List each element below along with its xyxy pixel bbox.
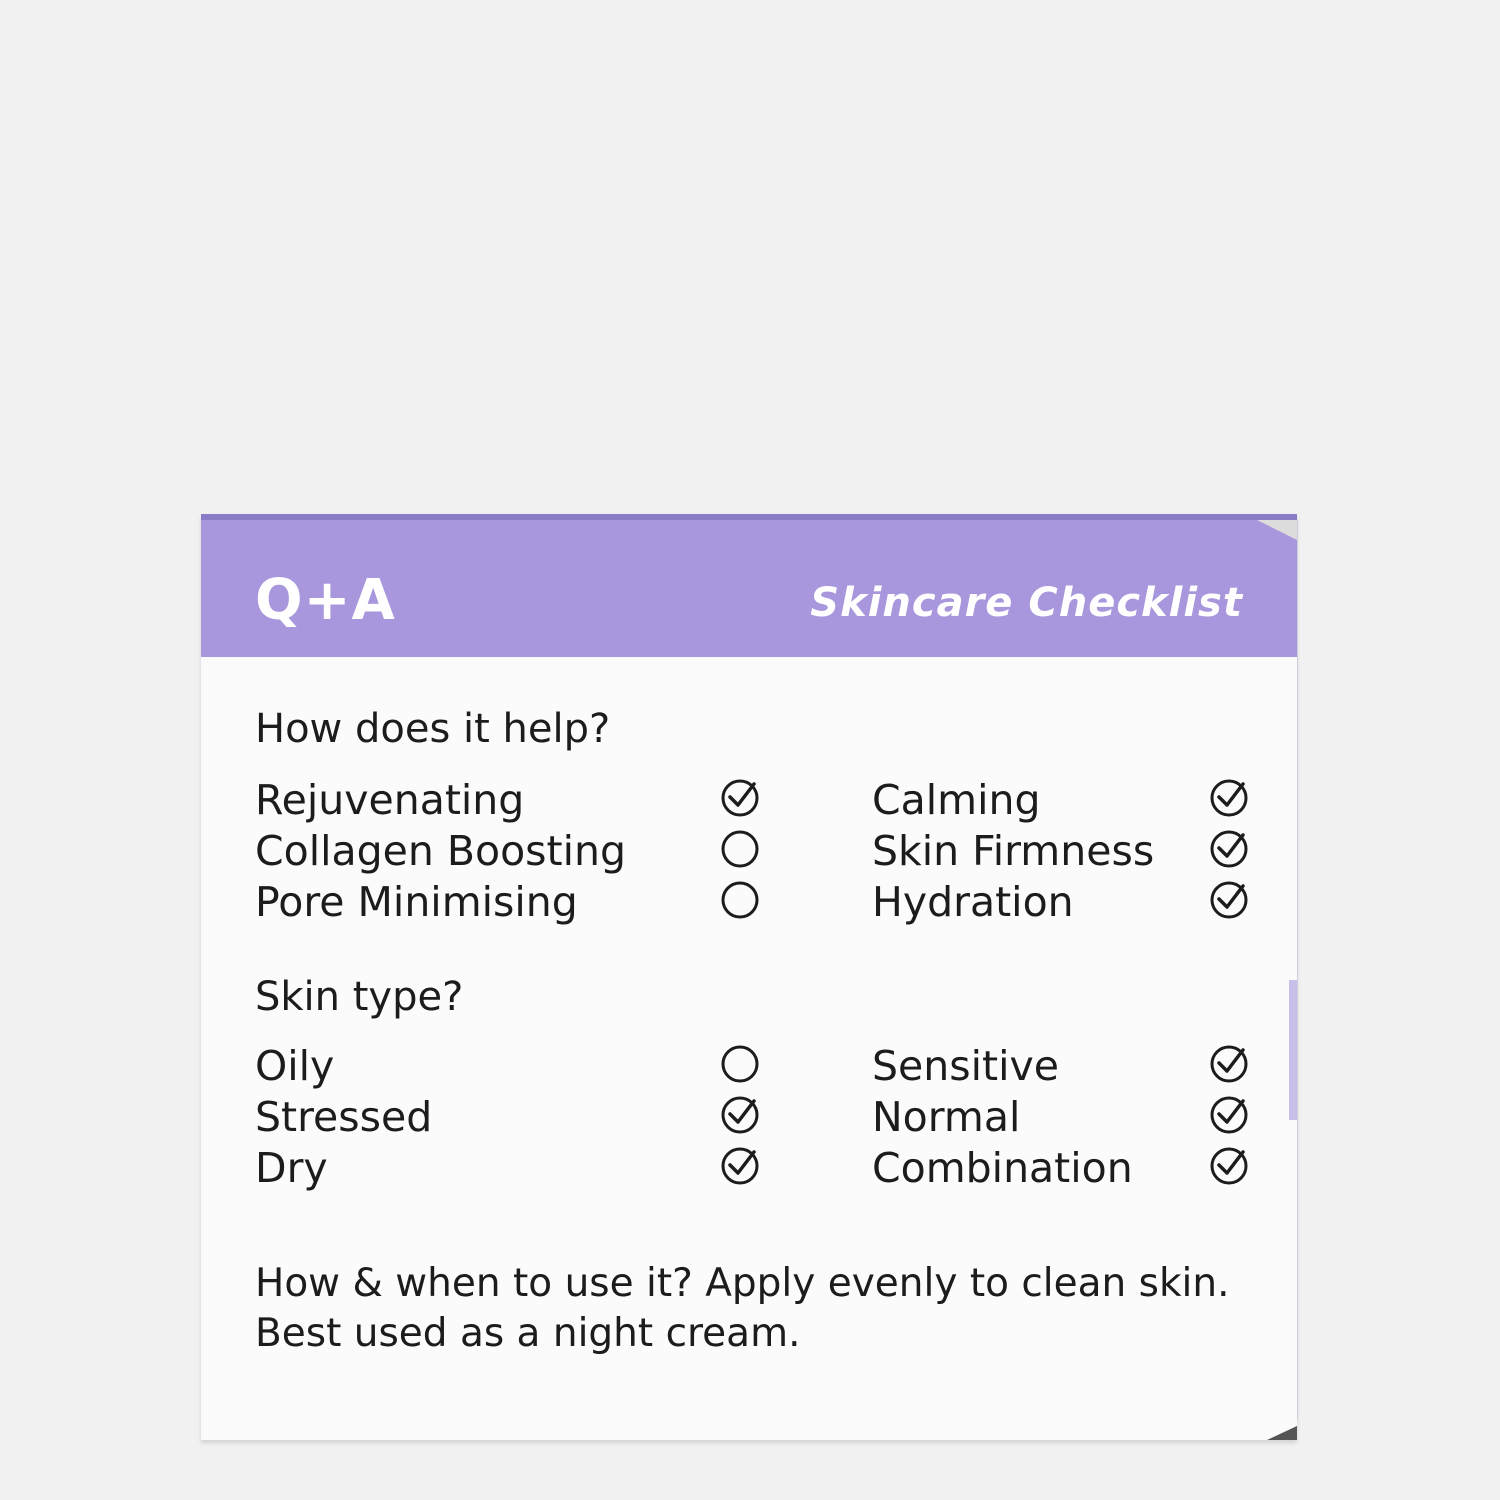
skin-left-label-0: Oily [255, 1042, 335, 1090]
usage-line-1: How & when to use it? Apply evenly to clean skin. [255, 1261, 1230, 1306]
checked-circle-icon [720, 1146, 760, 1186]
usage-line-2: Best used as a night cream. [255, 1311, 801, 1356]
box-corner-bottom [1267, 1426, 1297, 1440]
help-right-label-2: Hydration [872, 878, 1074, 926]
box-side-shade [1289, 980, 1297, 1120]
help-right-label-1: Skin Firmness [872, 827, 1155, 875]
usage-instructions [255, 1259, 1255, 1359]
checked-circle-icon [1209, 829, 1249, 869]
help-left-label-2: Pore Minimising [255, 878, 578, 926]
checked-circle-icon [1209, 778, 1249, 818]
help-right-label-0: Calming [872, 776, 1041, 824]
checked-circle-icon [1209, 880, 1249, 920]
product-box [201, 514, 1297, 1440]
checked-circle-icon [1209, 1095, 1249, 1135]
checked-circle-icon [720, 1095, 760, 1135]
skin-left-label-1: Stressed [255, 1093, 433, 1141]
brand-logo: Q+A [255, 568, 396, 633]
empty-circle-icon [720, 1044, 760, 1084]
box-corner [1257, 520, 1297, 540]
skin-left-label-2: Dry [255, 1144, 328, 1192]
help-left-label-0: Rejuvenating [255, 776, 525, 824]
help-heading: How does it help? [255, 706, 611, 752]
checked-circle-icon [1209, 1146, 1249, 1186]
checked-circle-icon [1209, 1044, 1249, 1084]
skin-type-heading: Skin type? [255, 974, 464, 1020]
empty-circle-icon [720, 829, 760, 869]
header-band [201, 514, 1297, 657]
empty-circle-icon [720, 880, 760, 920]
checklist-title: Skincare Checklist [810, 580, 1243, 626]
help-left-label-1: Collagen Boosting [255, 827, 627, 875]
checked-circle-icon [720, 778, 760, 818]
skin-right-label-1: Normal [872, 1093, 1021, 1141]
skin-right-label-0: Sensitive [872, 1042, 1059, 1090]
skin-right-label-2: Combination [872, 1144, 1133, 1192]
